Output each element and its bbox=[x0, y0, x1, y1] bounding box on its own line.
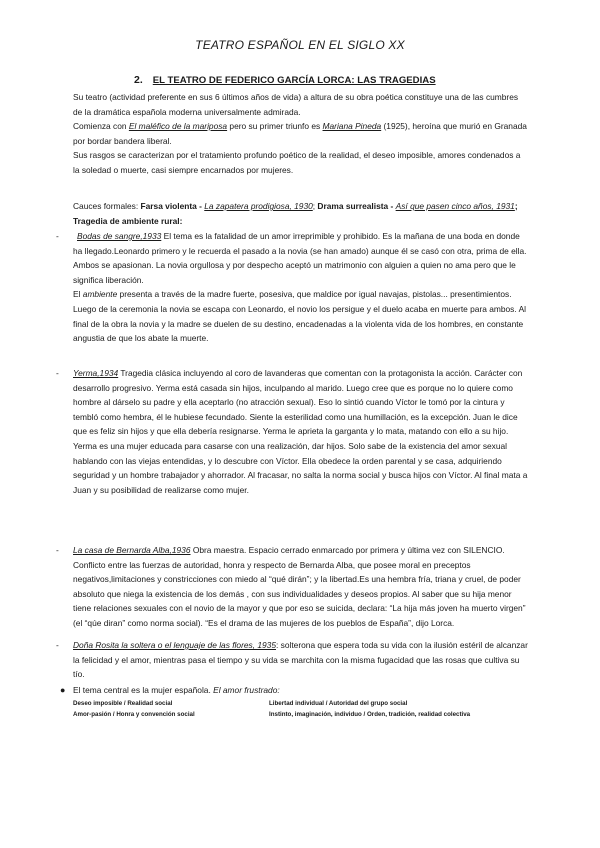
comienza-pre: Comienza con bbox=[73, 121, 129, 132]
bernarda-paragraph bbox=[73, 543, 531, 631]
bodas-paragraph bbox=[73, 229, 531, 287]
list-dash: - bbox=[56, 231, 59, 241]
intro-paragraph: Su teatro (actividad preferente en sus 6 últimos años de vida) a altura de su obra poética constituye una de las cumbres de la dramática española moderna universalmente admirada. bbox=[73, 92, 519, 117]
cauces-sep: ; bbox=[312, 201, 318, 211]
rosita-text: : solterona que espera toda su vida con la ilusión estéril de alcanzar la felicidad y el amor, mientras pasa el tiempo y su vida se marchita con la misma fugacidad que las rosas que cultiva su tío. bbox=[73, 640, 528, 680]
bodas-text: El tema es la fatalidad de un amor irreprimible y prohibido. Es la mañana de una boda en donde ha llegado.Leonardo primero y le recuerda el pasado a la novia (se han amado) aunque él se casó con otra, prima de ella. Ambos se apasionan. La novia orgullosa y por despecho aceptó un matrimonio con alguien a quien no ama pero que le significa liberación. bbox=[73, 231, 527, 285]
section-number: 2. bbox=[134, 74, 143, 86]
rasgos-paragraph: Sus rasgos se caracterizan por el tratamiento profundo poético de la realidad, el deseo imposible, amores condenados a la soledad o muerte, casi siempre encarnados por mujeres. bbox=[73, 150, 521, 175]
comienza-mid: pero su primer triunfo es bbox=[227, 121, 323, 132]
tema-italic: El amor frustrado: bbox=[213, 685, 280, 695]
comienza-post: (1925), heroína que murió en Granada por bordar bandera liberal. bbox=[73, 121, 527, 146]
cauces-paragraph bbox=[73, 199, 528, 228]
table-cell: Instinto, imaginación, individuo / Orden, tradición, realidad colectiva bbox=[269, 711, 471, 718]
section-title: EL TEATRO DE FEDERICO GARCÍA LORCA: LAS TRAGEDIAS bbox=[152, 75, 436, 86]
farsa-label: Farsa violenta - bbox=[140, 201, 205, 211]
document-title: TEATRO ESPAÑOL EN EL SIGLO XX bbox=[195, 38, 405, 52]
ambiente-word: ambiente bbox=[82, 289, 118, 300]
table-cell: Deseo imposible / Realidad social bbox=[73, 700, 173, 707]
work-zapatera: La zapatera prodigiosa, 1930 bbox=[204, 201, 313, 211]
tema-pre: El tema central es la mujer española. bbox=[73, 685, 214, 695]
work-yerma: Yerma,1934 bbox=[73, 368, 119, 378]
table-cell: Amor-pasión / Honra y convención social bbox=[73, 711, 195, 718]
list-item-bodas bbox=[73, 229, 531, 346]
drama-label: Drama surrealista - bbox=[317, 201, 396, 211]
work-cinco-anos: Así que pasen cinco años, 1931 bbox=[395, 201, 515, 211]
rosita-paragraph bbox=[73, 638, 531, 682]
work-mariana-pineda: Mariana Pineda bbox=[322, 121, 382, 132]
work-bernarda-alba: La casa de Bernarda Alba,1936 bbox=[73, 545, 191, 555]
bodas-ambiente-paragraph bbox=[73, 287, 531, 345]
theme-table bbox=[73, 698, 471, 720]
intro-block bbox=[73, 90, 528, 178]
yerma-paragraph bbox=[73, 366, 531, 497]
list-dash: - bbox=[56, 640, 59, 650]
yerma-text: Tragedia clásica incluyendo al coro de lavanderas que comentan con la protagonista la acción. Carácter con desarrollo progresivo. Yerma está casada sin hijos, inculpando al marido. Luego cree que es porque no lo quiere como hombre al dárselo su padre y ella aceptarlo (no atracción sexual). Eso lo sintió cuando Víctor le tomó por la cintura y tembló como hembra, él le hubiese fecundado. Siente la esterilidad como una humillación, es la excepción. Juan le dice que es feliz sin hijos y que ella debería resignarse. Yerma le aprieta la garganta y lo mata, matando con ello a su hijo. Yerma es una mujer educada para casarse con una realización, dar hijos. Solo sabe de la existencia del amor sexual hablando con las viejas entendidas, y lo descubre con Víctor. Ella obedece la orden parental y se casa, adquiriendo seguridad y un hombre trabajador y ahorrador. Al fracasar, no salta la norma social y busca hijos con Víctor. Al final mata a Juan y su posibilidad de realizarse como mujer. bbox=[73, 368, 528, 495]
work-maleficio: El maléfico de la mariposa bbox=[128, 121, 228, 132]
table-cell: Libertad individual / Autoridad del grupo social bbox=[269, 700, 408, 707]
list-dash: - bbox=[56, 368, 59, 378]
work-bodas-de-sangre: Bodas de sangre,1933 bbox=[77, 231, 162, 241]
cauces-label: Cauces formales: bbox=[73, 201, 141, 211]
tema-line bbox=[73, 683, 531, 698]
table-row bbox=[73, 698, 408, 709]
list-dash: - bbox=[56, 545, 59, 555]
ambiente-text: presenta a través de la madre fuerte, posesiva, que maldice por igual navajas, pistolas... presentimientos. Luego de la ceremonia la novia se escapa con Leonardo, el novio los persigue y el duelo acaba en muerte para ambos. Al final de la obra la novia y la madre se duelen de su destino, encadenadas a la violenta vida de los hombres, en constante angustia de que los abate la muerte. bbox=[73, 289, 527, 344]
bernarda-text: Obra maestra. Espacio cerrado enmarcado por primera y última vez con SILENCIO. Conflicto entre las fuerzas de autoridad, honra y respecto de Bernarda Alba, que posee moral en preceptos negativos,limitaciones y constricciones con miedo al “qué dirán”; y la libertad.Es una hembra fría, triana y cruel, de poder absoluto que niega la existencia de los demás , con sus individualidades y deseos propios. Al saber que su hija menor tiene relaciones sexuales con el novio de la mayor y que por eso se suicida, declara: “La hija más joven ha muerto virgen” (el “qúe diran” como norma social). “Es el drama de las mujeres de los pueblos de España”, dijo Lorca. bbox=[73, 545, 526, 628]
list-item-bernarda bbox=[73, 543, 531, 631]
tragedia-label: ; Tragedia de ambiente rural: bbox=[73, 201, 518, 226]
section-heading bbox=[134, 74, 436, 86]
bullet-icon: ● bbox=[60, 685, 66, 695]
tema-paragraph bbox=[73, 683, 531, 698]
table-row bbox=[73, 709, 471, 720]
cauces-block bbox=[73, 199, 528, 228]
list-item-yerma bbox=[73, 366, 531, 497]
work-dona-rosita: Doña Rosita la soltera o el lenguaje de las flores, 1935 bbox=[73, 640, 276, 650]
ambiente-pre: El bbox=[73, 289, 83, 300]
comienza-paragraph bbox=[73, 119, 528, 148]
list-item-dona-rosita bbox=[73, 638, 531, 682]
